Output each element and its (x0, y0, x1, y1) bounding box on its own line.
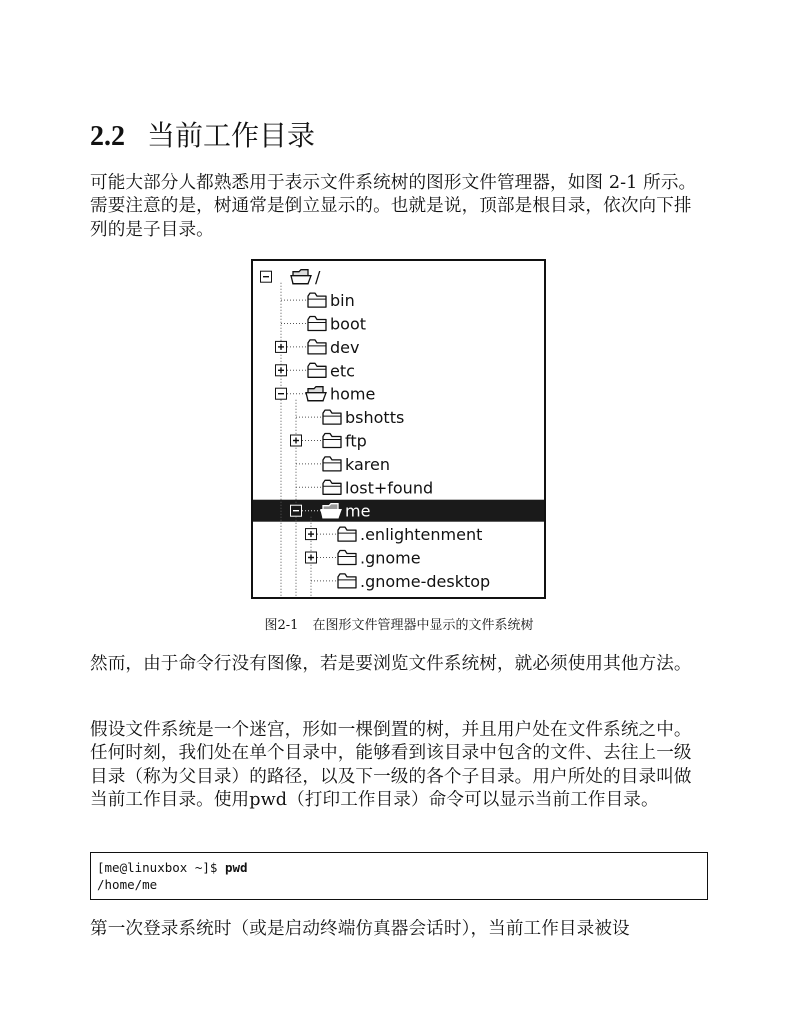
file-manager-figure (251, 259, 546, 599)
folder-icon (308, 340, 326, 354)
folder-icon (308, 317, 326, 331)
code-example (90, 852, 708, 900)
folder-icon (308, 293, 326, 307)
folder-open-icon (321, 510, 341, 518)
folder-icon (338, 527, 356, 541)
paragraph-no-images: 然而，由于命令行没有图像，若是要浏览文件系统树，就必须使用其他方法。 (90, 654, 692, 674)
folder-icon (323, 434, 341, 448)
section-heading (90, 118, 315, 155)
figure-label: 图2-1 (264, 618, 299, 633)
folder-icon (323, 457, 341, 471)
paragraph-maze: 假设文件系统是一个迷宫，形如一棵倒置的树，并且用户处在文件系统之中。任何时刻，我们处在单个目录中，能够看到该目录中包含的文件、去往上一级目录（称为父目录）的路径，以及下一级的各个子目录。用户所处的目录叫做当前工作目录。使用pwd（打印工作目录）命令可以显示当前工作目录。 (90, 720, 692, 810)
tree-item-label: / (315, 267, 321, 287)
tree-item-label: home (330, 384, 376, 404)
paragraph-intro: 可能大部分人都熟悉用于表示文件系统树的图形文件管理器，如图 2-1 所示。需要注意的是，树通常是倒立显示的。也就是说，顶部是根目录，依次向下排列的是子目录。 (90, 173, 697, 240)
tree-item-label: .enlightenment (360, 525, 483, 545)
folder-icon (323, 480, 341, 494)
tree-item-label: lost+found (345, 478, 434, 498)
tree-item-label: dev (330, 337, 360, 357)
folder-icon (308, 363, 326, 377)
tree-item-label: ftp (345, 431, 367, 451)
tree-item-label: boot (330, 314, 367, 334)
folder-open-icon (306, 393, 326, 401)
tree-item-label: bin (330, 291, 355, 311)
tree-item-label: karen (345, 454, 390, 474)
tree-item-label: .gnome-desktop (360, 571, 491, 591)
folder-icon (338, 551, 356, 565)
folder-open-icon (291, 276, 311, 284)
figure-caption (0, 617, 798, 635)
directory-tree (253, 261, 544, 597)
code-output: /home/me (97, 877, 158, 892)
section-title: 当前工作目录 (147, 119, 316, 152)
code-prompt: [me@linuxbox ~]$ (97, 860, 225, 875)
section-number: 2.2 (90, 121, 125, 152)
tree-item-label: etc (330, 361, 355, 381)
folder-icon (323, 410, 341, 424)
tree-item-label: me (345, 501, 371, 521)
folder-icon (338, 574, 356, 588)
tree-item-label: .gnome (360, 548, 421, 568)
figure-caption-text: 在图形文件管理器中显示的文件系统树 (312, 618, 534, 633)
paragraph-login: 第一次登录系统时（或是启动终端仿真器会话时），当前工作目录被设 (90, 919, 630, 939)
code-line-command (97, 859, 707, 876)
tree-item-label: bshotts (345, 408, 405, 428)
code-command: pwd (224, 860, 248, 875)
